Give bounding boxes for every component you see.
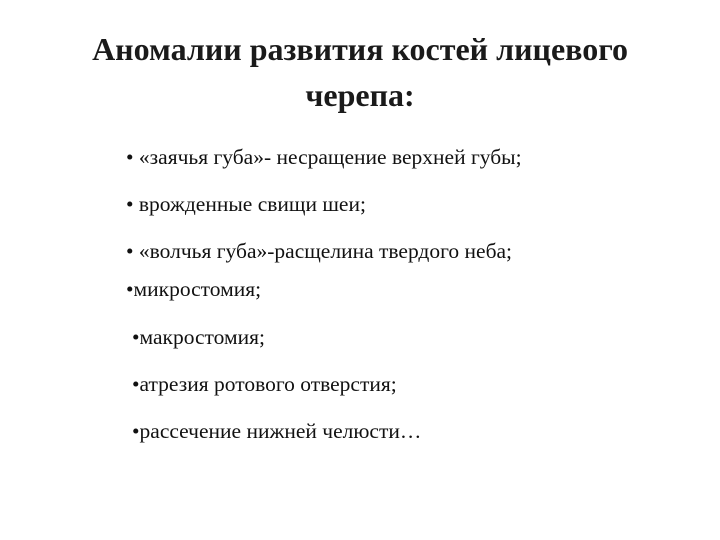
list-item-cleft-palate: • «волчья губа»-расщелина твердого неба; — [126, 239, 513, 263]
list-item-microstomia: •микростомия; — [126, 277, 262, 301]
slide-title-line-2: черепа: — [305, 77, 415, 113]
slide-title — [40, 26, 680, 118]
slide-title-line-1: Аномалии развития костей лицевого — [92, 31, 628, 67]
list-item-mandible-cleft: •рассечение нижней челюсти… — [132, 419, 422, 443]
list-item-macrostomia: •макростомия; — [132, 325, 265, 349]
list-item-oral-atresia: •атрезия ротового отверстия; — [132, 372, 397, 396]
list-item-cleft-lip: • «заячья губа»- несращение верхней губы; — [126, 145, 522, 169]
list-item-neck-fistulas: • врожденные свищи шеи; — [126, 192, 366, 216]
